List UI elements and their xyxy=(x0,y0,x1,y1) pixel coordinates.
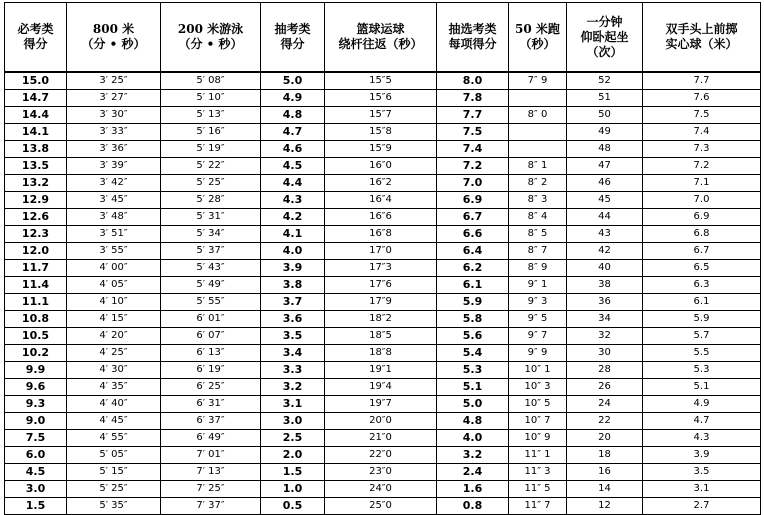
table-cell: 5′ 05″ xyxy=(67,447,161,464)
table-row xyxy=(5,328,761,345)
table-cell: 6.1 xyxy=(437,277,509,294)
table-cell: 16″4 xyxy=(325,192,437,209)
header-medicine-ball xyxy=(643,3,761,73)
table-cell: 4′ 00″ xyxy=(67,260,161,277)
table-cell: 25″0 xyxy=(325,498,437,515)
table-cell: 4.3 xyxy=(643,430,761,447)
table-cell: 16″0 xyxy=(325,158,437,175)
table-cell: 26 xyxy=(567,379,643,396)
table-cell: 3.9 xyxy=(643,447,761,464)
table-cell: 19″1 xyxy=(325,362,437,379)
table-cell: 5.0 xyxy=(261,72,325,90)
table-cell: 15″9 xyxy=(325,141,437,158)
table-cell: 50 xyxy=(567,107,643,124)
table-row xyxy=(5,277,761,294)
table-row xyxy=(5,175,761,192)
table-cell: 3.5 xyxy=(261,328,325,345)
table-cell: 3.0 xyxy=(5,481,67,498)
table-cell: 24″0 xyxy=(325,481,437,498)
table-row xyxy=(5,413,761,430)
header-required-score xyxy=(5,3,67,73)
table-cell: 40 xyxy=(567,260,643,277)
table-cell: 1.0 xyxy=(261,481,325,498)
table-cell: 15″7 xyxy=(325,107,437,124)
table-cell: 3.9 xyxy=(261,260,325,277)
header-text: 200 米游泳 xyxy=(177,22,244,36)
table-cell: 3′ 42″ xyxy=(67,175,161,192)
table-cell: 52 xyxy=(567,72,643,90)
table-cell: 7′ 01″ xyxy=(161,447,261,464)
table-cell xyxy=(509,141,567,158)
table-cell: 3′ 51″ xyxy=(67,226,161,243)
table-cell: 46 xyxy=(567,175,643,192)
table-cell: 10″ 7 xyxy=(509,413,567,430)
table-cell: 8.0 xyxy=(437,72,509,90)
table-cell: 5.1 xyxy=(437,379,509,396)
table-cell: 5.5 xyxy=(643,345,761,362)
table-cell: 7.5 xyxy=(437,124,509,141)
table-cell: 4′ 30″ xyxy=(67,362,161,379)
table-cell: 24 xyxy=(567,396,643,413)
table-cell: 17″0 xyxy=(325,243,437,260)
table-cell: 4.9 xyxy=(643,396,761,413)
table-cell: 2.7 xyxy=(643,498,761,515)
table-cell: 5.6 xyxy=(437,328,509,345)
table-cell: 9″ 1 xyxy=(509,277,567,294)
header-text: 双手头上前掷 xyxy=(665,22,738,36)
table-cell: 7.2 xyxy=(437,158,509,175)
table-cell: 6.9 xyxy=(437,192,509,209)
table-cell: 17″9 xyxy=(325,294,437,311)
table-cell: 3′ 39″ xyxy=(67,158,161,175)
table-row xyxy=(5,141,761,158)
table-cell: 43 xyxy=(567,226,643,243)
table-cell: 10″ 3 xyxy=(509,379,567,396)
table-cell: 28 xyxy=(567,362,643,379)
table-cell: 36 xyxy=(567,294,643,311)
table-row xyxy=(5,430,761,447)
table-cell: 8″ 4 xyxy=(509,209,567,226)
table-cell: 1.5 xyxy=(261,464,325,481)
table-cell: 22″0 xyxy=(325,447,437,464)
table-cell: 7.8 xyxy=(437,90,509,107)
table-cell: 6.4 xyxy=(437,243,509,260)
table-cell: 3.4 xyxy=(261,345,325,362)
table-cell: 7.5 xyxy=(643,107,761,124)
table-cell: 19″4 xyxy=(325,379,437,396)
table-cell: 4.1 xyxy=(261,226,325,243)
table-cell: 4′ 35″ xyxy=(67,379,161,396)
table-cell: 20″0 xyxy=(325,413,437,430)
table-cell: 2.0 xyxy=(261,447,325,464)
table-cell: 20 xyxy=(567,430,643,447)
table-cell: 12 xyxy=(567,498,643,515)
table-cell: 6.8 xyxy=(643,226,761,243)
table-cell: 7′ 37″ xyxy=(161,498,261,515)
table-cell: 5′ 25″ xyxy=(161,175,261,192)
table-cell: 9.9 xyxy=(5,362,67,379)
table-cell: 6′ 49″ xyxy=(161,430,261,447)
table-cell: 4.9 xyxy=(261,90,325,107)
table-cell: 4′ 05″ xyxy=(67,277,161,294)
table-cell: 48 xyxy=(567,141,643,158)
table-cell: 42 xyxy=(567,243,643,260)
table-cell: 11.4 xyxy=(5,277,67,294)
table-cell: 15″5 xyxy=(325,72,437,90)
table-cell: 16″6 xyxy=(325,209,437,226)
table-cell: 5′ 25″ xyxy=(67,481,161,498)
table-cell: 3.5 xyxy=(643,464,761,481)
table-cell: 5′ 16″ xyxy=(161,124,261,141)
table-cell: 5′ 34″ xyxy=(161,226,261,243)
table-cell: 9″ 7 xyxy=(509,328,567,345)
table-cell: 6′ 25″ xyxy=(161,379,261,396)
table-cell: 4′ 15″ xyxy=(67,311,161,328)
table-cell: 3′ 27″ xyxy=(67,90,161,107)
table-cell: 4.3 xyxy=(261,192,325,209)
table-cell: 11″ 5 xyxy=(509,481,567,498)
table-cell: 3′ 36″ xyxy=(67,141,161,158)
table-cell: 5′ 08″ xyxy=(161,72,261,90)
table-cell: 3.7 xyxy=(261,294,325,311)
table-row xyxy=(5,243,761,260)
table-cell: 5.3 xyxy=(643,362,761,379)
table-cell: 3.1 xyxy=(643,481,761,498)
table-cell: 5′ 43″ xyxy=(161,260,261,277)
table-cell: 5.0 xyxy=(437,396,509,413)
table-cell: 17″3 xyxy=(325,260,437,277)
header-text: （分 • 秒） xyxy=(81,37,146,51)
header-text: 50 米跑 xyxy=(515,22,560,36)
table-cell: 8″ 5 xyxy=(509,226,567,243)
table-cell: 12.0 xyxy=(5,243,67,260)
table-cell: 3′ 55″ xyxy=(67,243,161,260)
table-cell: 9″ 9 xyxy=(509,345,567,362)
table-cell: 11″ 7 xyxy=(509,498,567,515)
header-basketball-dribble xyxy=(325,3,437,73)
table-cell: 3.1 xyxy=(261,396,325,413)
table-cell: 6.7 xyxy=(643,243,761,260)
table-cell: 3.6 xyxy=(261,311,325,328)
table-cell: 5′ 31″ xyxy=(161,209,261,226)
table-cell: 10″ 1 xyxy=(509,362,567,379)
table-cell: 4′ 45″ xyxy=(67,413,161,430)
header-text: 抽考类 xyxy=(274,22,311,36)
table-cell: 5′ 28″ xyxy=(161,192,261,209)
table-cell: 5.9 xyxy=(437,294,509,311)
table-row xyxy=(5,447,761,464)
table-cell: 6.9 xyxy=(643,209,761,226)
table-cell: 30 xyxy=(567,345,643,362)
table-cell: 11″ 3 xyxy=(509,464,567,481)
table-row xyxy=(5,209,761,226)
table-cell: 4.5 xyxy=(5,464,67,481)
table-cell: 8″ 2 xyxy=(509,175,567,192)
table-cell: 5′ 10″ xyxy=(161,90,261,107)
table-cell: 18″5 xyxy=(325,328,437,345)
table-cell: 34 xyxy=(567,311,643,328)
table-cell: 5′ 13″ xyxy=(161,107,261,124)
table-cell: 10″ 9 xyxy=(509,430,567,447)
table-cell: 47 xyxy=(567,158,643,175)
table-cell: 6.6 xyxy=(437,226,509,243)
table-cell: 22 xyxy=(567,413,643,430)
table-cell: 13.2 xyxy=(5,175,67,192)
table-cell: 9.3 xyxy=(5,396,67,413)
table-cell: 11.1 xyxy=(5,294,67,311)
table-cell: 4′ 10″ xyxy=(67,294,161,311)
table-cell: 7.4 xyxy=(437,141,509,158)
table-cell: 23″0 xyxy=(325,464,437,481)
table-cell: 18″8 xyxy=(325,345,437,362)
table-cell: 0.8 xyxy=(437,498,509,515)
table-row xyxy=(5,362,761,379)
score-table xyxy=(4,2,761,515)
table-cell: 5.3 xyxy=(437,362,509,379)
table-cell: 5′ 55″ xyxy=(161,294,261,311)
table-cell: 6′ 13″ xyxy=(161,345,261,362)
header-sampled-score xyxy=(261,3,325,73)
table-cell: 7′ 25″ xyxy=(161,481,261,498)
table-cell: 6′ 01″ xyxy=(161,311,261,328)
table-row xyxy=(5,107,761,124)
table-cell: 18″2 xyxy=(325,311,437,328)
header-text: 得分 xyxy=(280,37,305,51)
table-cell: 38 xyxy=(567,277,643,294)
table-body xyxy=(5,72,761,515)
table-cell: 14.1 xyxy=(5,124,67,141)
table-cell: 3′ 33″ xyxy=(67,124,161,141)
header-text: 实心球（米） xyxy=(665,37,738,51)
table-cell: 9″ 3 xyxy=(509,294,567,311)
table-cell: 44 xyxy=(567,209,643,226)
table-row xyxy=(5,158,761,175)
table-row xyxy=(5,124,761,141)
table-cell: 4.8 xyxy=(261,107,325,124)
table-row xyxy=(5,396,761,413)
table-cell: 4.5 xyxy=(261,158,325,175)
table-cell: 3.8 xyxy=(261,277,325,294)
score-table-container xyxy=(4,2,760,512)
table-cell: 4′ 20″ xyxy=(67,328,161,345)
table-cell: 7.2 xyxy=(643,158,761,175)
table-cell: 7′ 13″ xyxy=(161,464,261,481)
table-cell: 5′ 22″ xyxy=(161,158,261,175)
table-cell: 4′ 25″ xyxy=(67,345,161,362)
table-cell: 7.5 xyxy=(5,430,67,447)
table-row xyxy=(5,345,761,362)
table-cell: 3′ 48″ xyxy=(67,209,161,226)
table-cell: 6.1 xyxy=(643,294,761,311)
table-cell: 4′ 40″ xyxy=(67,396,161,413)
table-row xyxy=(5,379,761,396)
header-text: 抽选考类 xyxy=(448,22,497,36)
table-cell: 14 xyxy=(567,481,643,498)
table-cell: 6′ 19″ xyxy=(161,362,261,379)
table-cell: 1.6 xyxy=(437,481,509,498)
table-row xyxy=(5,498,761,515)
table-cell: 51 xyxy=(567,90,643,107)
table-cell: 0.5 xyxy=(261,498,325,515)
table-row xyxy=(5,192,761,209)
table-cell: 16″8 xyxy=(325,226,437,243)
header-elective-score xyxy=(437,3,509,73)
table-cell: 13.8 xyxy=(5,141,67,158)
table-cell: 7.4 xyxy=(643,124,761,141)
header-800m xyxy=(67,3,161,73)
table-cell: 7.0 xyxy=(643,192,761,209)
header-text: （次） xyxy=(586,44,623,59)
table-cell: 6′ 37″ xyxy=(161,413,261,430)
table-cell: 8″ 7 xyxy=(509,243,567,260)
table-cell: 8″ 0 xyxy=(509,107,567,124)
table-cell: 4.0 xyxy=(261,243,325,260)
table-cell: 9.0 xyxy=(5,413,67,430)
table-cell: 19″7 xyxy=(325,396,437,413)
header-text: （秒） xyxy=(519,37,556,51)
table-cell: 7.3 xyxy=(643,141,761,158)
table-cell: 4.7 xyxy=(643,413,761,430)
table-cell: 6′ 31″ xyxy=(161,396,261,413)
table-cell: 4.0 xyxy=(437,430,509,447)
table-cell: 7.7 xyxy=(643,72,761,90)
table-cell: 5′ 19″ xyxy=(161,141,261,158)
header-text: 仰卧起坐 xyxy=(580,29,629,44)
table-cell: 10″ 5 xyxy=(509,396,567,413)
table-cell: 6.7 xyxy=(437,209,509,226)
table-cell: 32 xyxy=(567,328,643,345)
table-cell: 4.6 xyxy=(261,141,325,158)
header-row xyxy=(5,3,761,73)
table-cell: 8″ 9 xyxy=(509,260,567,277)
table-cell: 11″ 1 xyxy=(509,447,567,464)
table-cell: 15″6 xyxy=(325,90,437,107)
table-cell: 11.7 xyxy=(5,260,67,277)
table-row xyxy=(5,311,761,328)
table-cell: 7.0 xyxy=(437,175,509,192)
table-cell: 3.3 xyxy=(261,362,325,379)
table-cell: 10.2 xyxy=(5,345,67,362)
header-text: 绕杆往返（秒） xyxy=(338,37,423,51)
table-cell: 2.4 xyxy=(437,464,509,481)
table-cell: 49 xyxy=(567,124,643,141)
header-text: 得分 xyxy=(23,37,48,51)
table-cell: 3′ 25″ xyxy=(67,72,161,90)
header-text: 每项得分 xyxy=(448,37,497,51)
table-cell: 5′ 15″ xyxy=(67,464,161,481)
table-cell: 12.6 xyxy=(5,209,67,226)
table-cell: 5.1 xyxy=(643,379,761,396)
table-cell: 10.8 xyxy=(5,311,67,328)
table-cell: 12.9 xyxy=(5,192,67,209)
table-cell: 7.6 xyxy=(643,90,761,107)
table-cell xyxy=(509,90,567,107)
table-cell: 7″ 9 xyxy=(509,72,567,90)
table-cell: 4.7 xyxy=(261,124,325,141)
table-cell: 5′ 37″ xyxy=(161,243,261,260)
table-row xyxy=(5,260,761,277)
table-cell: 5.7 xyxy=(643,328,761,345)
table-cell: 4.8 xyxy=(437,413,509,430)
table-cell: 10.5 xyxy=(5,328,67,345)
table-cell: 5′ 35″ xyxy=(67,498,161,515)
table-row xyxy=(5,481,761,498)
table-row xyxy=(5,226,761,243)
table-row xyxy=(5,464,761,481)
table-cell: 8″ 1 xyxy=(509,158,567,175)
table-cell: 3.2 xyxy=(437,447,509,464)
table-cell: 6.3 xyxy=(643,277,761,294)
table-cell: 7.1 xyxy=(643,175,761,192)
table-cell: 16″2 xyxy=(325,175,437,192)
header-text: 一分钟 xyxy=(586,14,623,29)
header-200m-swim xyxy=(161,3,261,73)
table-cell: 3.0 xyxy=(261,413,325,430)
table-cell: 5.4 xyxy=(437,345,509,362)
table-cell: 12.3 xyxy=(5,226,67,243)
table-cell: 6.2 xyxy=(437,260,509,277)
table-cell: 18 xyxy=(567,447,643,464)
table-cell: 13.5 xyxy=(5,158,67,175)
header-text: 800 米 xyxy=(92,22,135,36)
table-cell: 16 xyxy=(567,464,643,481)
table-cell: 4′ 55″ xyxy=(67,430,161,447)
table-row xyxy=(5,294,761,311)
table-cell: 9″ 5 xyxy=(509,311,567,328)
table-row xyxy=(5,72,761,90)
table-cell: 5.8 xyxy=(437,311,509,328)
table-cell: 3′ 45″ xyxy=(67,192,161,209)
table-cell: 14.4 xyxy=(5,107,67,124)
header-situps xyxy=(567,3,643,73)
table-cell: 4.2 xyxy=(261,209,325,226)
header-text: 必考类 xyxy=(17,22,54,36)
table-cell: 6′ 07″ xyxy=(161,328,261,345)
header-50m-run xyxy=(509,3,567,73)
table-cell: 3.2 xyxy=(261,379,325,396)
table-cell: 3′ 30″ xyxy=(67,107,161,124)
table-cell: 15.0 xyxy=(5,72,67,90)
table-cell: 4.4 xyxy=(261,175,325,192)
table-cell: 7.7 xyxy=(437,107,509,124)
table-cell: 8″ 3 xyxy=(509,192,567,209)
table-row xyxy=(5,90,761,107)
table-cell: 6.5 xyxy=(643,260,761,277)
table-cell: 5.9 xyxy=(643,311,761,328)
header-text: （分 • 秒） xyxy=(178,37,243,51)
table-cell: 9.6 xyxy=(5,379,67,396)
header-text: 篮球运球 xyxy=(356,22,405,36)
table-cell: 45 xyxy=(567,192,643,209)
table-cell: 14.7 xyxy=(5,90,67,107)
table-cell: 17″6 xyxy=(325,277,437,294)
table-cell: 5′ 49″ xyxy=(161,277,261,294)
table-cell: 2.5 xyxy=(261,430,325,447)
table-cell: 6.0 xyxy=(5,447,67,464)
table-cell: 15″8 xyxy=(325,124,437,141)
table-cell xyxy=(509,124,567,141)
table-cell: 21″0 xyxy=(325,430,437,447)
table-cell: 1.5 xyxy=(5,498,67,515)
